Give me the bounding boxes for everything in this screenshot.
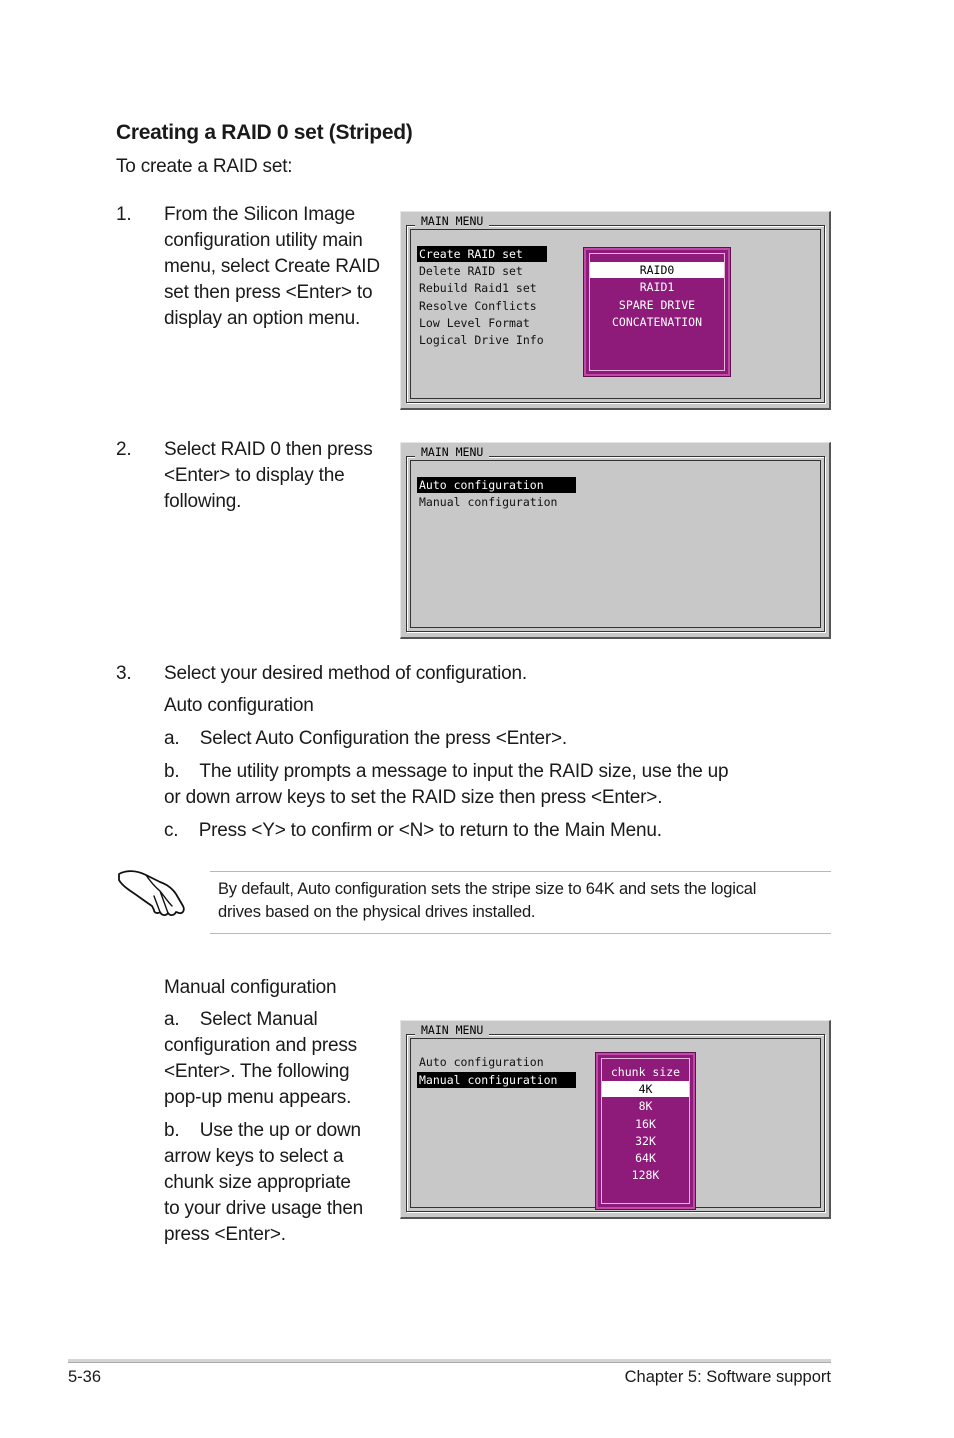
menu-item-resolve-conflicts[interactable]: Resolve Conflicts xyxy=(419,299,537,313)
main-menu-screen-2 xyxy=(400,442,831,639)
auto-step-b xyxy=(164,759,804,811)
screen-title: MAIN MENU xyxy=(415,445,489,459)
menu-item-delete-raid-set[interactable]: Delete RAID set xyxy=(419,264,523,278)
manual-step-b-line: chunk size appropriate xyxy=(164,1172,351,1193)
note-bottom-rule xyxy=(210,933,831,934)
manual-step-b-line: press <Enter>. xyxy=(164,1224,286,1245)
manual-step-a-line: configuration and press xyxy=(164,1035,357,1056)
chunk-size-popup xyxy=(596,1053,695,1209)
popup-item-raid1[interactable]: RAID1 xyxy=(639,280,675,294)
manual-step-a-line: a. Select Manual xyxy=(164,1009,318,1030)
step-3-number: 3. xyxy=(116,663,132,684)
step-1-line: display an option menu. xyxy=(164,308,361,329)
step-1-text xyxy=(164,202,394,332)
manual-step-a-line: <Enter>. The following xyxy=(164,1061,350,1082)
note-top-rule xyxy=(210,871,831,872)
step-1-line: set then press <Enter> to xyxy=(164,282,373,303)
menu-item-logical-drive-info[interactable]: Logical Drive Info xyxy=(419,333,544,347)
section-heading: Creating a RAID 0 set (Striped) xyxy=(116,121,413,144)
note-text xyxy=(218,878,828,924)
popup-item-spare-drive[interactable]: SPARE DRIVE xyxy=(618,298,696,312)
step-2-line: Select RAID 0 then press xyxy=(164,439,373,460)
popup-item-8k[interactable]: 8K xyxy=(638,1099,653,1113)
intro-text: To create a RAID set: xyxy=(116,156,293,177)
manual-step-b-line: to your drive usage then xyxy=(164,1198,364,1219)
manual-step-b-line: b. Use the up or down xyxy=(164,1120,361,1141)
screen-title: MAIN MENU xyxy=(415,1023,489,1037)
auto-step-b-line: b. The utility prompts a message to input the RAID size, use the up xyxy=(164,761,729,782)
footer-rule xyxy=(68,1359,831,1363)
raid-level-popup xyxy=(584,248,730,376)
pointing-hand-icon xyxy=(116,866,188,920)
popup-item-16k[interactable]: 16K xyxy=(635,1117,656,1131)
step-2-line: <Enter> to display the xyxy=(164,465,345,486)
menu-item-low-level-format[interactable]: Low Level Format xyxy=(419,316,530,330)
chapter-title: Chapter 5: Software support xyxy=(624,1368,831,1386)
auto-step-c: c. Press <Y> to confirm or <N> to return to the Main Menu. xyxy=(164,820,662,841)
note-line: By default, Auto configuration sets the stripe size to 64K and sets the logical xyxy=(218,880,757,898)
auto-config-heading: Auto configuration xyxy=(164,695,314,716)
menu-item-manual-configuration[interactable]: Manual configuration xyxy=(419,495,558,509)
menu-item-manual-configuration[interactable]: Manual configuration xyxy=(417,1072,576,1088)
popup-item-raid0[interactable]: RAID0 xyxy=(590,262,724,278)
step-2-number: 2. xyxy=(116,439,132,460)
step-1-line: menu, select Create RAID xyxy=(164,256,380,277)
auto-step-b-line: or down arrow keys to set the RAID size then press <Enter>. xyxy=(164,787,663,808)
menu-item-create-raid-set[interactable]: Create RAID set xyxy=(417,246,547,262)
step-2-text xyxy=(164,437,394,515)
popup-header-chunk-size: chunk size xyxy=(610,1065,681,1079)
popup-item-4k[interactable]: 4K xyxy=(602,1081,689,1097)
manual-step-a-line: pop-up menu appears. xyxy=(164,1087,352,1108)
step-1-line: From the Silicon Image xyxy=(164,204,355,225)
menu-item-rebuild-raid1-set[interactable]: Rebuild Raid1 set xyxy=(419,281,537,295)
popup-item-concatenation[interactable]: CONCATENATION xyxy=(611,315,702,329)
popup-item-32k[interactable]: 32K xyxy=(635,1134,656,1148)
popup-item-128k[interactable]: 128K xyxy=(631,1168,660,1182)
manual-step-b-line: arrow keys to select a xyxy=(164,1146,344,1167)
note-line: drives based on the physical drives installed. xyxy=(218,903,536,921)
manual-config-heading: Manual configuration xyxy=(164,977,337,998)
manual-step-a xyxy=(164,1007,389,1111)
step-3-text: Select your desired method of configuration. xyxy=(164,663,527,684)
popup-item-64k[interactable]: 64K xyxy=(635,1151,656,1165)
screen-title: MAIN MENU xyxy=(415,214,489,228)
main-menu-screen-1 xyxy=(400,211,831,410)
page-number: 5-36 xyxy=(68,1368,102,1386)
main-menu-screen-3 xyxy=(400,1020,831,1219)
menu-item-auto-configuration[interactable]: Auto configuration xyxy=(419,1055,544,1069)
step-1-number: 1. xyxy=(116,204,132,225)
step-2-line: following. xyxy=(164,491,242,512)
manual-step-b xyxy=(164,1118,389,1248)
step-1-line: configuration utility main xyxy=(164,230,363,251)
menu-item-auto-configuration[interactable]: Auto configuration xyxy=(417,477,576,493)
auto-step-a: a. Select Auto Configuration the press <Enter>. xyxy=(164,728,567,749)
